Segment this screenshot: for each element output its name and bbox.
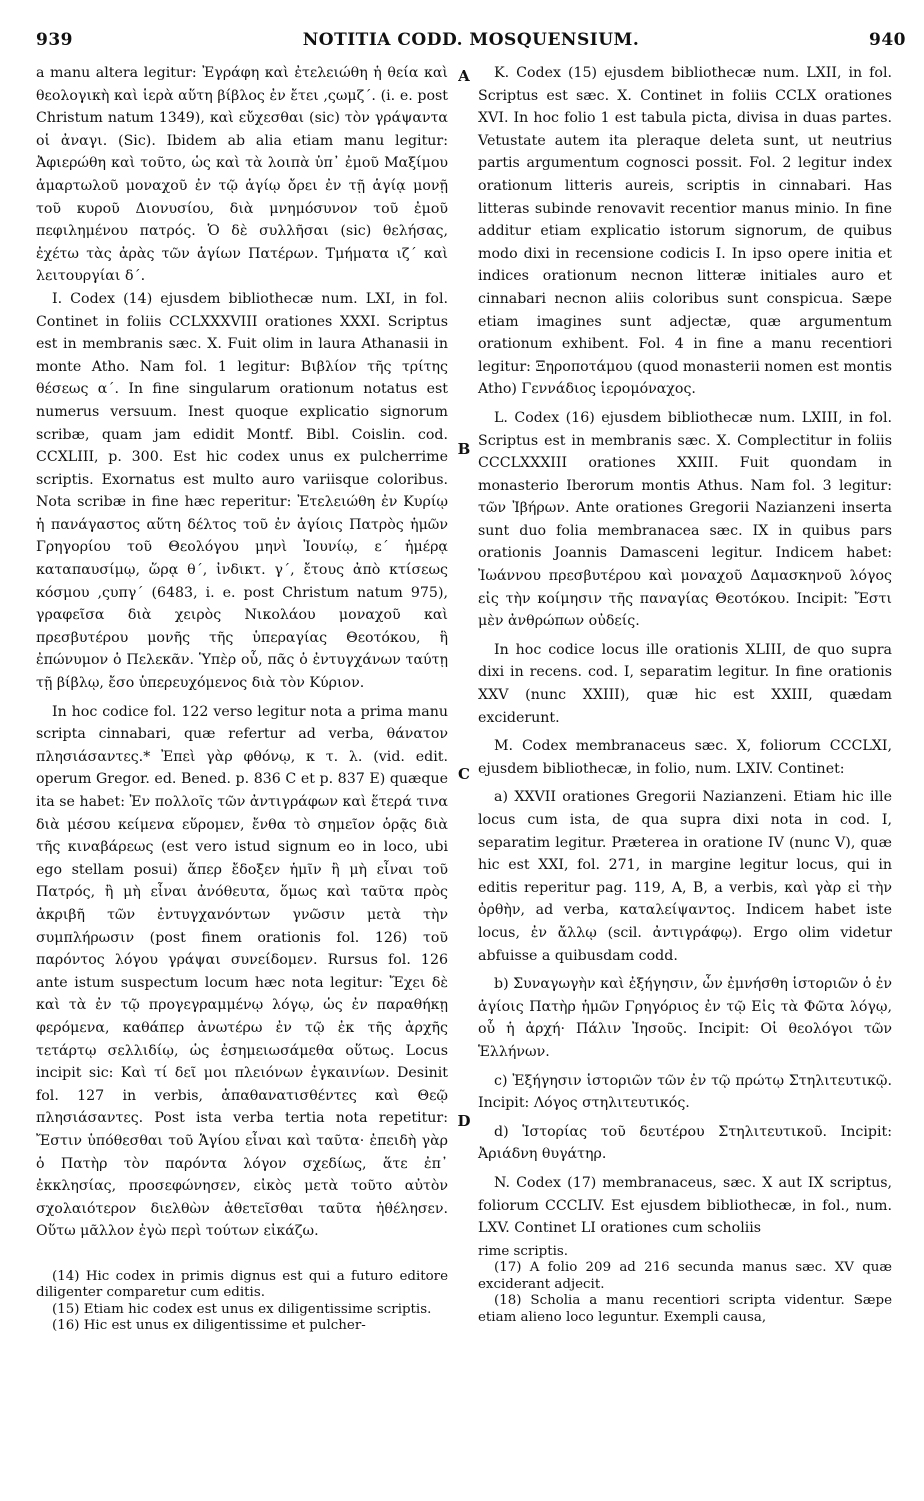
margin-letter-b: B	[457, 440, 471, 458]
paragraph-codex-n: N. Codex (17) membranaceus, sæc. X aut IX scriptus, foliorum CCCLIV. Est ejusdem bibliothecæ, in fol., num. LXV. Continet LI orationes cum scholiis	[478, 1174, 892, 1237]
margin-letter-a: A	[458, 67, 470, 85]
paragraph-codex-m-c: c) Ἐξήγησιν ἱστοριῶν τῶν ἐν τῷ πρώτῳ Στηλιτευτικῷ. Incipit: Λόγος στηλιτευτικός.	[478, 1072, 892, 1112]
paragraph-codex-i: I. Codex (14) ejusdem bibliothecæ num. LXI, in fol. Continet in foliis CCLXXXVIII orationes XXXI. Scriptus est in membranis sæc. X. Fuit olim in laura Athanasii in monte Atho. Nam fol. 1 legitur: Βιβλίον τῆς τρίτης θέσεως α´. In fine singularum orationum notatus est numerus versuum. Inest quoque explicatio signorum scribæ, quam jam edidit Montf. Bibl. Coislin. cod. CCXLIII, p. 300. Est hic codex unus ex pulcherrime scriptis. Exornatus est multo auro variisque coloribus. Nota scribæ in fine hæc reperitur: Ἐτελειώθη ἐν Κυρίῳ ἡ πανάγαστος αὕτη δέλτος τοῦ ἐν ἁγίοις Πατρὸς ἡμῶν Γρηγορίου τοῦ Θεολόγου μηνὶ Ἰουνίῳ, ε´ ἡμέρᾳ καταπαυσίμῳ, ὥρᾳ θ´, ἰνδικτ. γ´, ἔτους ἀπὸ κτίσεως κόσμου ,ςυπγ´ (6483, i. e. post Christum natum 975), γραφεῖσα διὰ χειρὸς Νικολάου μοναχοῦ καὶ πρεσβυτέρου μονῆς τῆς ὑπεραγίας Θεοτόκου, ἣ ἐπώνυμον ὁ Πελεκᾶν. Ὑπὲρ οὗ, πᾶς ὁ ἐντυγχάνων ταύτῃ τῇ βίβλῳ, ἔσο ὑπερευχόμενος διὰ τὸν Κύριον.	[36, 290, 448, 692]
footnote-16-continued: rime scriptis.	[478, 1243, 568, 1259]
paragraph-codex-k: K. Codex (15) ejusdem bibliothecæ num. LXII, in fol. Scriptus est sæc. X. Continet in foliis CCLX orationes XVI. In hoc folio 1 est tabula picta, divisa in duas partes. Vetustate autem ita pleraque deleta sunt, ut neutrius partis argumentum cognosci possit. Fol. 2 legitur index orationum litteris aureis, scriptis in cinnabari. Has litteras subinde renovavit recentior manus minio. In fine additur etiam explicatio istorum signorum, de quibus modo dixi in recensione codicis I. In ipso opere initia et indices orationum necnon litteræ initiales auro et cinnabari necnon aliis coloribus sunt conspicua. Sæpe etiam imagines sunt adjectæ, quæ argumentum orationum exhibent. Fol. 4 in fine a manu recentiori legitur: Ξηροποτάμου (quod monasterii nomen est montis Atho) Γεννάδιος ἱερομόναχος.	[478, 65, 892, 398]
footnote-18: (18) Scholia a manu recentiori scripta videntur. Sæpe etiam alieno loco leguntur. Exempli causa,	[478, 1293, 892, 1325]
page-number-left: 939	[36, 30, 73, 50]
footnotes-right	[478, 1244, 892, 1327]
running-title: NOTITIA CODD. MOSQUENSIUM.	[302, 30, 640, 50]
paragraph-codex-m-b: b) Συναγωγὴν καὶ ἐξήγησιν, ὧν ἐμνήσθη ἱστοριῶν ὁ ἐν ἁγίοις Πατὴρ ἡμῶν Γρηγόριος ἐν τῷ Εἰς τὰ Φῶτα λόγῳ, οὗ ἡ ἀρχή· Πάλιν Ἰησοῦς. Incipit: Οἱ θεολόγοι τῶν Ἑλλήνων.	[478, 976, 892, 1060]
paragraph-codex-m-d: d) Ἱστορίας τοῦ δευτέρου Στηλιτευτικοῦ. Incipit: Ἀριάδνη θυγάτηρ.	[478, 1123, 892, 1163]
right-column	[478, 62, 892, 1326]
footnote-15: (15) Etiam hic codex est unus ex diligentissime scriptis.	[52, 1301, 432, 1317]
page-number-right: 940	[869, 30, 906, 50]
paragraph-codex-i-note: In hoc codice fol. 122 verso legitur nota a prima manu scripta cinnabari, quæ refertur ad verba, θάνατον πλησιάσαντες.* Ἐπεὶ γὰρ φθόνῳ, κ τ. λ. (vid. edit. operum Gregor. ed. Bened. p. 836 C et p. 837 E) quæque ita se habet: Ἐν πολλοῖς τῶν ἀντιγράφων καὶ ἕτερά τινα διὰ μέσου κείμενα εὕρομεν, ἔνθα τὸ σημεῖον ὁρᾷς διὰ τῆς κιναβάρεως (est vero istud signum eo in loco, ubi ego stellam posui) ἅπερ ἔδοξεν ἡμῖν ἢ μὴ εἶναι τοῦ Πατρός, ἢ μὴ εἶναι ἀνόθευτα, ὅμως καὶ ταῦτα πρὸς ἀκριβῆ τῶν ἐντυγχανόντων γνῶσιν μετὰ τὴν συμπλήρωσιν (post finem orationis fol. 126) τοῦ παρόντος λόγου γράψαι συνείδομεν. Rursus fol. 126 ante istum suspectum locum hæc nota legitur: Ἔχει δὲ καὶ τὰ ἐν τῷ προγεγραμμένῳ λόγῳ, ὡς ἐν παραθήκῃ φερόμενα, καθάπερ ἀνωτέρω ἐν τῷ ἐκ τῆς ἀρχῆς τετάρτῳ σελλιδίῳ, ὡς ἐσημειωσάμεθα οὕτως. Locus incipit sic: Καὶ τί δεῖ μοι πλειόνων ἐγκαινίων. Desinit fol. 127 in verbis, ἀπαθανατισθέντες καὶ Θεῷ πλησιάσαντες. Post ista verba tertia nota repetitur: Ἔστιν ὑπόθεσθαι τοῦ Ἁγίου εἶναι καὶ ταῦτα· ἐπειδὴ γὰρ ὁ Πατὴρ τὸν παρόντα λόγον σχεδίως, ἅτε ἐπ᾽ ἐκκλησίας, προσεφώνησεν, εἰκὸς μετὰ τοῦτο αὐτὸν σχολαιότερον διελθὼν ἀθετεῖσθαι ταῦτα ἠθέλησεν. Οὕτω μᾶλλον ἐγὼ περὶ τούτων εἰκάζω.	[36, 703, 448, 1240]
paragraph-codex-l: L. Codex (16) ejusdem bibliothecæ num. LXIII, in fol. Scriptus est in membranis sæc. X. Complectitur in foliis CCCLXXXIII orationes XXIII. Fuit quondam in monasterio Iberorum montis Athus. Nam fol. 3 legitur: τῶν Ἰβήρων. Ante orationes Gregorii Nazianzeni inserta sunt duo folia membranacea sæc. IX in quibus pars orationis Joannis Damasceni legitur. Indicem habet: Ἰωάννου πρεσβυτέρου καὶ μοναχοῦ Δαμασκηνοῦ λόγος εἰς τὴν κοίμησιν τῆς παναγίας Θεοτόκου. Incipit: Ἔστι μὲν ἀνθρώπων οὐδείς.	[478, 409, 892, 630]
paragraph-codex-l-note: In hoc codice locus ille orationis XLIII, de quo supra dixi in recens. cod. I, separatim legitur. In fine orationis XXV (nunc XXIII), quæ hic est XXIII, quædam exciderunt.	[478, 641, 892, 726]
margin-letter-d: D	[457, 1112, 471, 1130]
footnote-16: (16) Hic est unus ex diligentissime et pulcher-	[52, 1318, 366, 1334]
footnote-17: (17) A folio 209 ad 216 secunda manus sæc. XV quæ exciderant adjecit.	[478, 1260, 892, 1292]
left-column	[36, 62, 448, 1335]
margin-letter-c: C	[458, 765, 470, 783]
paragraph-codex-m: M. Codex membranaceus sæc. X, foliorum CCCLXI, ejusdem bibliothecæ, in folio, num. LXIV. Continet:	[478, 738, 892, 777]
footnotes-left	[36, 1269, 448, 1335]
footnote-14: (14) Hic codex in primis dignus est qui a futuro editore diligenter comparetur cum editis.	[36, 1268, 448, 1301]
paragraph-colophon-continued: a manu altera legitur: Ἐγράφη καὶ ἐτελειώθη ἡ θεία καὶ θεολογικὴ καὶ ἱερὰ αὕτη βίβλος ἐν ἔτει ,ςωμζ´. (i. e. post Christum natum 1349), καὶ εὔχεσθαι (sic) τὸν γράψαντα οἱ ἀναγι. (Sic). Ibidem ab alia etiam manu legitur: Ἀφιερώθη καὶ τοῦτο, ὡς καὶ τὰ λοιπὰ ὑπ᾽ ἐμοῦ Μαξίμου ἁμαρτωλοῦ μοναχοῦ ἐν τῷ ἁγίῳ ὄρει ἐν τῇ ἁγίᾳ μονῇ τοῦ κυροῦ Διονυσίου, διὰ μνημόσυνον τοῦ ἐμοῦ πεφιλημένου πατρός. Ὁ δὲ συλλῆσαι (sic) θελήσας, ἐχέτω τὰς ἀρὰς τῶν ἁγίων Πατέρων. Τμήματα ιζ´ καὶ λειτουργίαι δ´.	[36, 65, 448, 285]
running-header	[36, 30, 906, 58]
paragraph-codex-m-a: a) XXVII orationes Gregorii Nazianzeni. Etiam hic ille locus cum ista, de qua supra dixi nota in cod. I, separatim legitur. Præterea in oratione IV (nunc V), quæ hic est XXI, fol. 271, in margine legitur locus, qui in editis reperitur pag. 119, A, B, a verbis, καὶ γὰρ εἰ τὴν ὀρθὴν, ad verba, καταλείψαντος. Indicem habet iste locus, ἐν ἄλλῳ (scil. ἀντιγράφῳ). Ergo olim videtur abfuisse a quibusdam codd.	[478, 789, 892, 964]
